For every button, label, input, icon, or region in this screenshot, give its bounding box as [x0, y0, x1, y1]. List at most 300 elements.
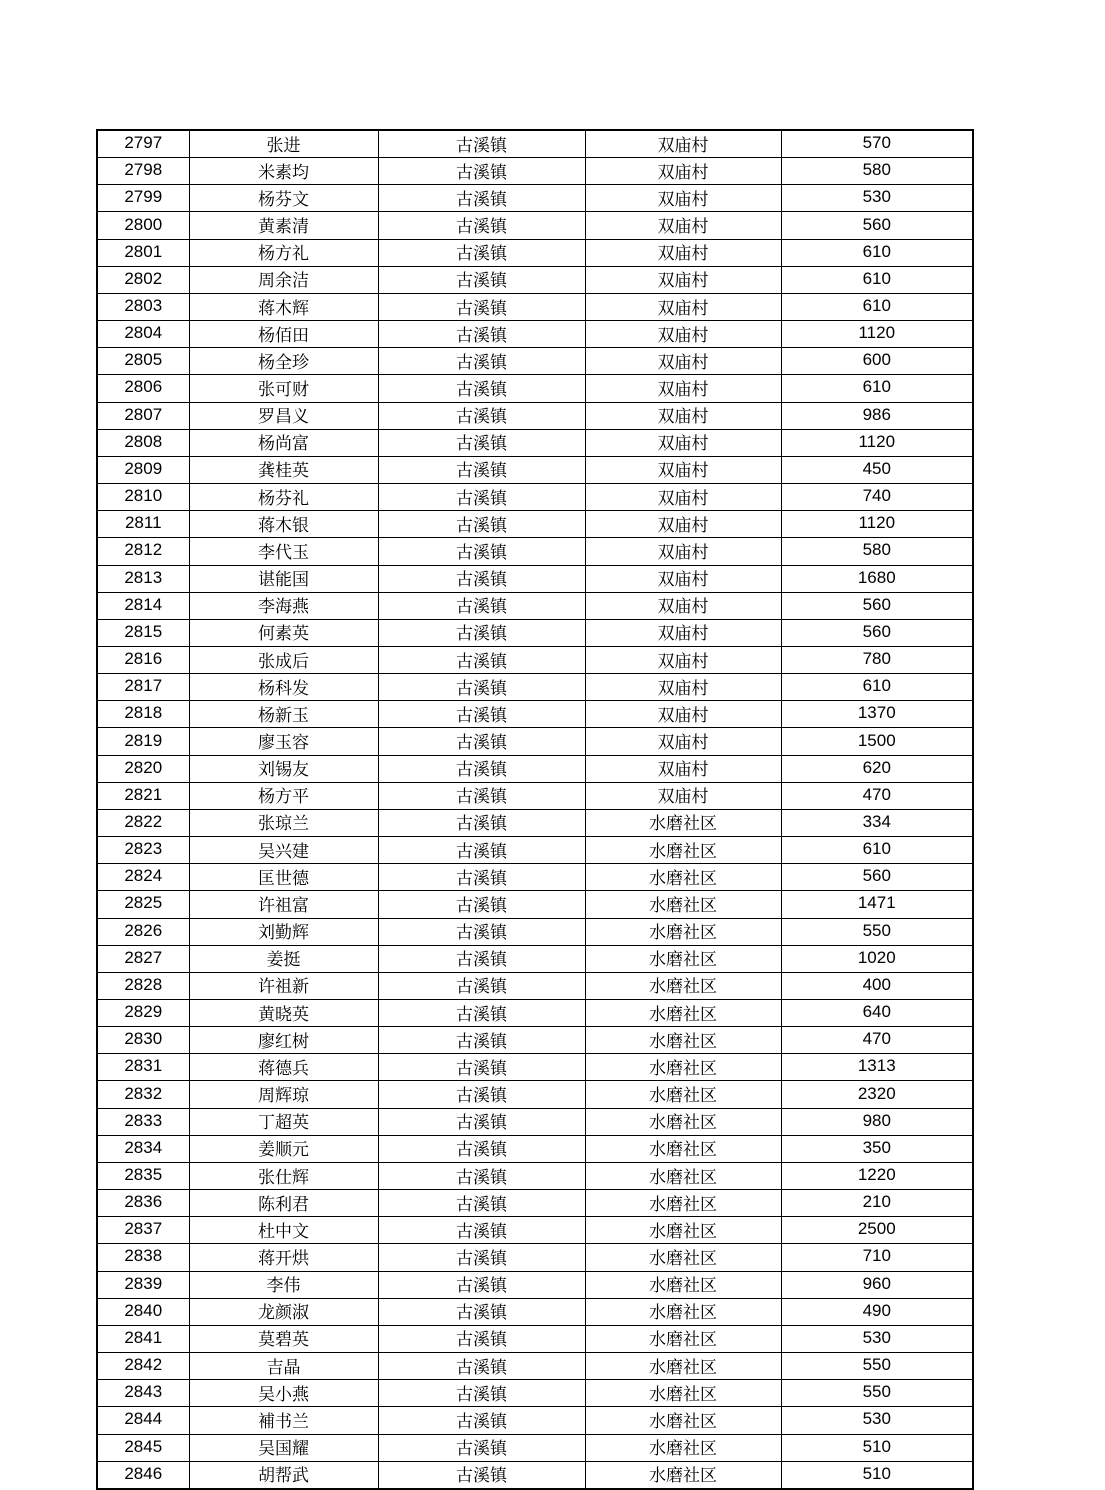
name-cell: 米素均 [189, 158, 378, 185]
town-cell: 古溪镇 [378, 1027, 585, 1054]
village-cell: 水磨社区 [585, 809, 781, 836]
row-number-cell: 2828 [97, 972, 189, 999]
village-cell: 水磨社区 [585, 1054, 781, 1081]
town-cell: 古溪镇 [378, 809, 585, 836]
village-cell: 水磨社区 [585, 1027, 781, 1054]
table-row [97, 1108, 973, 1135]
town-cell: 古溪镇 [378, 1461, 585, 1489]
amount-cell: 560 [781, 212, 973, 239]
amount-cell: 1020 [781, 945, 973, 972]
name-cell: 杨全珍 [189, 348, 378, 375]
row-number-cell: 2812 [97, 538, 189, 565]
table-row [97, 1353, 973, 1380]
village-cell: 水磨社区 [585, 837, 781, 864]
amount-cell: 530 [781, 185, 973, 212]
name-cell: 杨芬礼 [189, 484, 378, 511]
amount-cell: 550 [781, 918, 973, 945]
town-cell: 古溪镇 [378, 1081, 585, 1108]
village-cell: 双庙村 [585, 130, 781, 158]
amount-cell: 740 [781, 484, 973, 511]
town-cell: 古溪镇 [378, 918, 585, 945]
row-number-cell: 2822 [97, 809, 189, 836]
row-number-cell: 2846 [97, 1461, 189, 1489]
village-cell: 双庙村 [585, 511, 781, 538]
village-cell: 双庙村 [585, 429, 781, 456]
row-number-cell: 2841 [97, 1325, 189, 1352]
village-cell: 水磨社区 [585, 1434, 781, 1461]
table-row [97, 864, 973, 891]
table-row [97, 1054, 973, 1081]
row-number-cell: 2813 [97, 565, 189, 592]
town-cell: 古溪镇 [378, 837, 585, 864]
amount-cell: 530 [781, 1325, 973, 1352]
table-row [97, 402, 973, 429]
table-row [97, 293, 973, 320]
row-number-cell: 2805 [97, 348, 189, 375]
table-row [97, 592, 973, 619]
town-cell: 古溪镇 [378, 755, 585, 782]
town-cell: 古溪镇 [378, 972, 585, 999]
row-number-cell: 2808 [97, 429, 189, 456]
village-cell: 水磨社区 [585, 1325, 781, 1352]
village-cell: 水磨社区 [585, 1108, 781, 1135]
table-row [97, 1298, 973, 1325]
name-cell: 杨科发 [189, 674, 378, 701]
table-row [97, 375, 973, 402]
name-cell: 杨方礼 [189, 239, 378, 266]
table-row [97, 755, 973, 782]
table-row [97, 1461, 973, 1489]
table-row [97, 185, 973, 212]
row-number-cell: 2819 [97, 728, 189, 755]
name-cell: 谌能国 [189, 565, 378, 592]
village-cell: 双庙村 [585, 348, 781, 375]
amount-cell: 780 [781, 646, 973, 673]
name-cell: 杜中文 [189, 1217, 378, 1244]
name-cell: 罗昌义 [189, 402, 378, 429]
row-number-cell: 2803 [97, 293, 189, 320]
row-number-cell: 2820 [97, 755, 189, 782]
town-cell: 古溪镇 [378, 266, 585, 293]
town-cell: 古溪镇 [378, 728, 585, 755]
name-cell: 杨新玉 [189, 701, 378, 728]
row-number-cell: 2806 [97, 375, 189, 402]
row-number-cell: 2823 [97, 837, 189, 864]
amount-cell: 610 [781, 239, 973, 266]
table-row [97, 1217, 973, 1244]
town-cell: 古溪镇 [378, 511, 585, 538]
table-row [97, 565, 973, 592]
name-cell: 龙颜淑 [189, 1298, 378, 1325]
town-cell: 古溪镇 [378, 1407, 585, 1434]
row-number-cell: 2821 [97, 782, 189, 809]
town-cell: 古溪镇 [378, 782, 585, 809]
row-number-cell: 2804 [97, 321, 189, 348]
town-cell: 古溪镇 [378, 1162, 585, 1189]
amount-cell: 2320 [781, 1081, 973, 1108]
town-cell: 古溪镇 [378, 1000, 585, 1027]
row-number-cell: 2829 [97, 1000, 189, 1027]
name-cell: 杨方平 [189, 782, 378, 809]
town-cell: 古溪镇 [378, 484, 585, 511]
town-cell: 古溪镇 [378, 592, 585, 619]
village-cell: 双庙村 [585, 674, 781, 701]
name-cell: 张可财 [189, 375, 378, 402]
amount-cell: 570 [781, 130, 973, 158]
village-cell: 水磨社区 [585, 891, 781, 918]
row-number-cell: 2800 [97, 212, 189, 239]
town-cell: 古溪镇 [378, 1190, 585, 1217]
village-cell: 双庙村 [585, 321, 781, 348]
name-cell: 蒋德兵 [189, 1054, 378, 1081]
table-row [97, 1325, 973, 1352]
amount-cell: 1500 [781, 728, 973, 755]
table-body [97, 130, 973, 1489]
village-cell: 水磨社区 [585, 1407, 781, 1434]
table-row [97, 1407, 973, 1434]
table-row [97, 158, 973, 185]
table-row [97, 782, 973, 809]
amount-cell: 210 [781, 1190, 973, 1217]
row-number-cell: 2815 [97, 619, 189, 646]
table-row [97, 1135, 973, 1162]
village-cell: 双庙村 [585, 158, 781, 185]
name-cell: 李伟 [189, 1271, 378, 1298]
name-cell: 刘锡友 [189, 755, 378, 782]
table-row [97, 701, 973, 728]
table-row [97, 266, 973, 293]
town-cell: 古溪镇 [378, 293, 585, 320]
amount-cell: 560 [781, 619, 973, 646]
village-cell: 水磨社区 [585, 1271, 781, 1298]
row-number-cell: 2832 [97, 1081, 189, 1108]
town-cell: 古溪镇 [378, 646, 585, 673]
name-cell: 丁超英 [189, 1108, 378, 1135]
village-cell: 双庙村 [585, 782, 781, 809]
town-cell: 古溪镇 [378, 375, 585, 402]
amount-cell: 550 [781, 1380, 973, 1407]
village-cell: 水磨社区 [585, 972, 781, 999]
town-cell: 古溪镇 [378, 456, 585, 483]
town-cell: 古溪镇 [378, 891, 585, 918]
amount-cell: 560 [781, 592, 973, 619]
amount-cell: 580 [781, 538, 973, 565]
name-cell: 杨芬文 [189, 185, 378, 212]
row-number-cell: 2826 [97, 918, 189, 945]
village-cell: 双庙村 [585, 266, 781, 293]
town-cell: 古溪镇 [378, 565, 585, 592]
table-row [97, 1162, 973, 1189]
village-cell: 双庙村 [585, 375, 781, 402]
table-row [97, 429, 973, 456]
name-cell: 吴小燕 [189, 1380, 378, 1407]
row-number-cell: 2801 [97, 239, 189, 266]
table-row [97, 321, 973, 348]
town-cell: 古溪镇 [378, 701, 585, 728]
village-cell: 双庙村 [585, 239, 781, 266]
amount-cell: 1120 [781, 511, 973, 538]
town-cell: 古溪镇 [378, 1135, 585, 1162]
row-number-cell: 2835 [97, 1162, 189, 1189]
name-cell: 莫碧英 [189, 1325, 378, 1352]
row-number-cell: 2830 [97, 1027, 189, 1054]
name-cell: 杨佰田 [189, 321, 378, 348]
table-row [97, 538, 973, 565]
row-number-cell: 2810 [97, 484, 189, 511]
name-cell: 蒋开烘 [189, 1244, 378, 1271]
name-cell: 吉晶 [189, 1353, 378, 1380]
amount-cell: 980 [781, 1108, 973, 1135]
village-cell: 水磨社区 [585, 1298, 781, 1325]
table-row [97, 918, 973, 945]
row-number-cell: 2831 [97, 1054, 189, 1081]
amount-cell: 1120 [781, 321, 973, 348]
village-cell: 双庙村 [585, 456, 781, 483]
town-cell: 古溪镇 [378, 402, 585, 429]
row-number-cell: 2834 [97, 1135, 189, 1162]
amount-cell: 610 [781, 837, 973, 864]
village-cell: 双庙村 [585, 701, 781, 728]
name-cell: 廖红树 [189, 1027, 378, 1054]
village-cell: 水磨社区 [585, 1217, 781, 1244]
table-row [97, 619, 973, 646]
row-number-cell: 2842 [97, 1353, 189, 1380]
town-cell: 古溪镇 [378, 239, 585, 266]
table-row [97, 212, 973, 239]
row-number-cell: 2844 [97, 1407, 189, 1434]
amount-cell: 1313 [781, 1054, 973, 1081]
table-row [97, 1244, 973, 1271]
village-cell: 双庙村 [585, 592, 781, 619]
data-table [96, 129, 974, 1490]
village-cell: 水磨社区 [585, 1380, 781, 1407]
name-cell: 吴国耀 [189, 1434, 378, 1461]
row-number-cell: 2838 [97, 1244, 189, 1271]
amount-cell: 710 [781, 1244, 973, 1271]
town-cell: 古溪镇 [378, 1271, 585, 1298]
town-cell: 古溪镇 [378, 1380, 585, 1407]
town-cell: 古溪镇 [378, 130, 585, 158]
name-cell: 杨尚富 [189, 429, 378, 456]
table-row [97, 972, 973, 999]
town-cell: 古溪镇 [378, 538, 585, 565]
name-cell: 张琼兰 [189, 809, 378, 836]
village-cell: 水磨社区 [585, 1461, 781, 1489]
table-row [97, 130, 973, 158]
row-number-cell: 2825 [97, 891, 189, 918]
town-cell: 古溪镇 [378, 945, 585, 972]
table-row [97, 1190, 973, 1217]
name-cell: 黄素清 [189, 212, 378, 239]
town-cell: 古溪镇 [378, 429, 585, 456]
town-cell: 古溪镇 [378, 1054, 585, 1081]
name-cell: 蒋木辉 [189, 293, 378, 320]
name-cell: 许祖富 [189, 891, 378, 918]
table-row [97, 891, 973, 918]
amount-cell: 640 [781, 1000, 973, 1027]
village-cell: 双庙村 [585, 402, 781, 429]
name-cell: 姜顺元 [189, 1135, 378, 1162]
row-number-cell: 2798 [97, 158, 189, 185]
table-row [97, 456, 973, 483]
name-cell: 吴兴建 [189, 837, 378, 864]
row-number-cell: 2840 [97, 1298, 189, 1325]
amount-cell: 1471 [781, 891, 973, 918]
row-number-cell: 2839 [97, 1271, 189, 1298]
table-row [97, 239, 973, 266]
row-number-cell: 2845 [97, 1434, 189, 1461]
village-cell: 双庙村 [585, 728, 781, 755]
amount-cell: 560 [781, 864, 973, 891]
table-row [97, 646, 973, 673]
row-number-cell: 2833 [97, 1108, 189, 1135]
table-row [97, 728, 973, 755]
amount-cell: 610 [781, 375, 973, 402]
amount-cell: 470 [781, 782, 973, 809]
village-cell: 双庙村 [585, 212, 781, 239]
table-row [97, 674, 973, 701]
row-number-cell: 2843 [97, 1380, 189, 1407]
amount-cell: 960 [781, 1271, 973, 1298]
village-cell: 水磨社区 [585, 1135, 781, 1162]
amount-cell: 2500 [781, 1217, 973, 1244]
row-number-cell: 2827 [97, 945, 189, 972]
town-cell: 古溪镇 [378, 619, 585, 646]
table-row [97, 1081, 973, 1108]
row-number-cell: 2824 [97, 864, 189, 891]
amount-cell: 1680 [781, 565, 973, 592]
village-cell: 水磨社区 [585, 1353, 781, 1380]
amount-cell: 1370 [781, 701, 973, 728]
row-number-cell: 2836 [97, 1190, 189, 1217]
name-cell: 周辉琼 [189, 1081, 378, 1108]
name-cell: 陈利君 [189, 1190, 378, 1217]
amount-cell: 400 [781, 972, 973, 999]
table-row [97, 809, 973, 836]
village-cell: 水磨社区 [585, 945, 781, 972]
amount-cell: 470 [781, 1027, 973, 1054]
town-cell: 古溪镇 [378, 321, 585, 348]
town-cell: 古溪镇 [378, 212, 585, 239]
village-cell: 双庙村 [585, 293, 781, 320]
row-number-cell: 2797 [97, 130, 189, 158]
town-cell: 古溪镇 [378, 674, 585, 701]
name-cell: 周余洁 [189, 266, 378, 293]
table-row [97, 511, 973, 538]
amount-cell: 510 [781, 1434, 973, 1461]
town-cell: 古溪镇 [378, 864, 585, 891]
town-cell: 古溪镇 [378, 1244, 585, 1271]
amount-cell: 530 [781, 1407, 973, 1434]
row-number-cell: 2802 [97, 266, 189, 293]
table-row [97, 1027, 973, 1054]
name-cell: 刘勤辉 [189, 918, 378, 945]
amount-cell: 610 [781, 293, 973, 320]
amount-cell: 610 [781, 674, 973, 701]
name-cell: 胡帮武 [189, 1461, 378, 1489]
amount-cell: 1120 [781, 429, 973, 456]
town-cell: 古溪镇 [378, 1325, 585, 1352]
name-cell: 補书兰 [189, 1407, 378, 1434]
amount-cell: 610 [781, 266, 973, 293]
amount-cell: 620 [781, 755, 973, 782]
amount-cell: 450 [781, 456, 973, 483]
table-row [97, 1380, 973, 1407]
village-cell: 水磨社区 [585, 918, 781, 945]
name-cell: 张仕辉 [189, 1162, 378, 1189]
town-cell: 古溪镇 [378, 1217, 585, 1244]
village-cell: 双庙村 [585, 484, 781, 511]
table-row [97, 1000, 973, 1027]
table-row [97, 1434, 973, 1461]
amount-cell: 986 [781, 402, 973, 429]
amount-cell: 510 [781, 1461, 973, 1489]
name-cell: 许祖新 [189, 972, 378, 999]
amount-cell: 490 [781, 1298, 973, 1325]
amount-cell: 350 [781, 1135, 973, 1162]
village-cell: 双庙村 [585, 538, 781, 565]
name-cell: 蒋木银 [189, 511, 378, 538]
table-row [97, 945, 973, 972]
village-cell: 水磨社区 [585, 864, 781, 891]
village-cell: 水磨社区 [585, 1081, 781, 1108]
amount-cell: 1220 [781, 1162, 973, 1189]
village-cell: 水磨社区 [585, 1000, 781, 1027]
name-cell: 廖玉容 [189, 728, 378, 755]
village-cell: 水磨社区 [585, 1162, 781, 1189]
amount-cell: 334 [781, 809, 973, 836]
row-number-cell: 2811 [97, 511, 189, 538]
village-cell: 双庙村 [585, 646, 781, 673]
village-cell: 双庙村 [585, 619, 781, 646]
name-cell: 李海燕 [189, 592, 378, 619]
name-cell: 张进 [189, 130, 378, 158]
row-number-cell: 2814 [97, 592, 189, 619]
village-cell: 双庙村 [585, 755, 781, 782]
table-row [97, 348, 973, 375]
name-cell: 何素英 [189, 619, 378, 646]
name-cell: 龚桂英 [189, 456, 378, 483]
town-cell: 古溪镇 [378, 1298, 585, 1325]
town-cell: 古溪镇 [378, 1108, 585, 1135]
town-cell: 古溪镇 [378, 348, 585, 375]
row-number-cell: 2816 [97, 646, 189, 673]
table-row [97, 1271, 973, 1298]
village-cell: 水磨社区 [585, 1244, 781, 1271]
name-cell: 张成后 [189, 646, 378, 673]
row-number-cell: 2818 [97, 701, 189, 728]
village-cell: 双庙村 [585, 565, 781, 592]
town-cell: 古溪镇 [378, 185, 585, 212]
amount-cell: 600 [781, 348, 973, 375]
town-cell: 古溪镇 [378, 158, 585, 185]
name-cell: 黄晓英 [189, 1000, 378, 1027]
table-row [97, 837, 973, 864]
row-number-cell: 2809 [97, 456, 189, 483]
row-number-cell: 2807 [97, 402, 189, 429]
name-cell: 匡世德 [189, 864, 378, 891]
row-number-cell: 2837 [97, 1217, 189, 1244]
town-cell: 古溪镇 [378, 1434, 585, 1461]
village-cell: 双庙村 [585, 185, 781, 212]
table-row [97, 484, 973, 511]
name-cell: 姜挺 [189, 945, 378, 972]
amount-cell: 580 [781, 158, 973, 185]
row-number-cell: 2799 [97, 185, 189, 212]
row-number-cell: 2817 [97, 674, 189, 701]
town-cell: 古溪镇 [378, 1353, 585, 1380]
name-cell: 李代玉 [189, 538, 378, 565]
